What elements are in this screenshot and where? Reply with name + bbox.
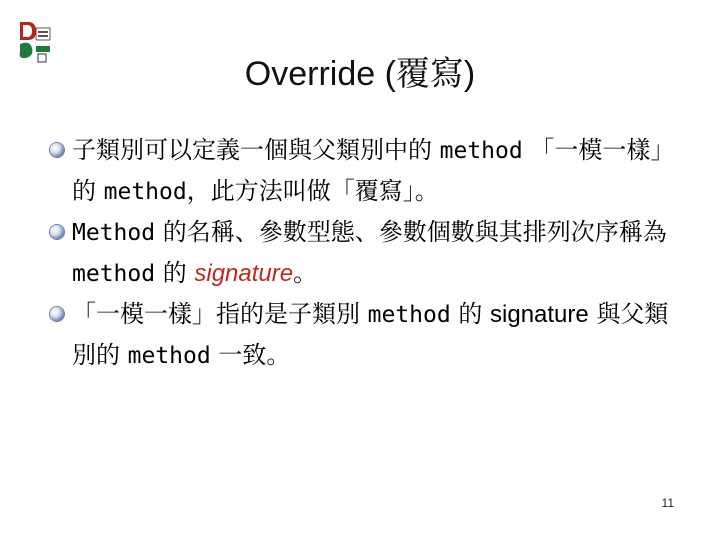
bullet-text: 的 xyxy=(162,259,187,287)
code-term: Method xyxy=(72,220,156,246)
bullet-item xyxy=(50,130,690,212)
bullet-item xyxy=(50,212,690,294)
page-title xyxy=(0,46,720,95)
bullet-text: 。 xyxy=(293,259,318,287)
bullet-item xyxy=(50,294,690,376)
bullet-text: 一致。 xyxy=(218,341,291,369)
bullet-list xyxy=(50,130,690,376)
code-term: method xyxy=(72,261,156,287)
bullet-icon xyxy=(50,307,64,321)
page-number: 11 xyxy=(661,496,674,510)
title-close: ) xyxy=(463,55,476,93)
title-cjk: 覆寫 xyxy=(395,54,464,94)
code-term: method xyxy=(103,179,187,205)
signature-term: signature xyxy=(490,301,589,328)
bullet-text: 的名稱、參數型態、參數個數與其排列次序稱為 xyxy=(162,218,667,246)
code-term: method xyxy=(439,138,523,164)
code-term: method xyxy=(367,302,451,328)
signature-term: signature xyxy=(194,260,294,287)
bullet-text: 與父類別的 xyxy=(72,300,669,369)
bullet-icon xyxy=(50,143,64,157)
bullet-text: 子類別可以定義一個與父類別中的 xyxy=(72,136,432,164)
bullet-text: ，此方法叫做「覆寫」。 xyxy=(186,177,439,205)
code-term: method xyxy=(127,343,211,369)
title-text: Override ( xyxy=(244,55,396,93)
bullet-icon xyxy=(50,225,64,239)
bullet-text: 「一模一樣」的 xyxy=(72,136,675,205)
bullet-text: 的 xyxy=(458,300,483,328)
bullet-text: 「一模一樣」指的是子類別 xyxy=(72,300,360,328)
